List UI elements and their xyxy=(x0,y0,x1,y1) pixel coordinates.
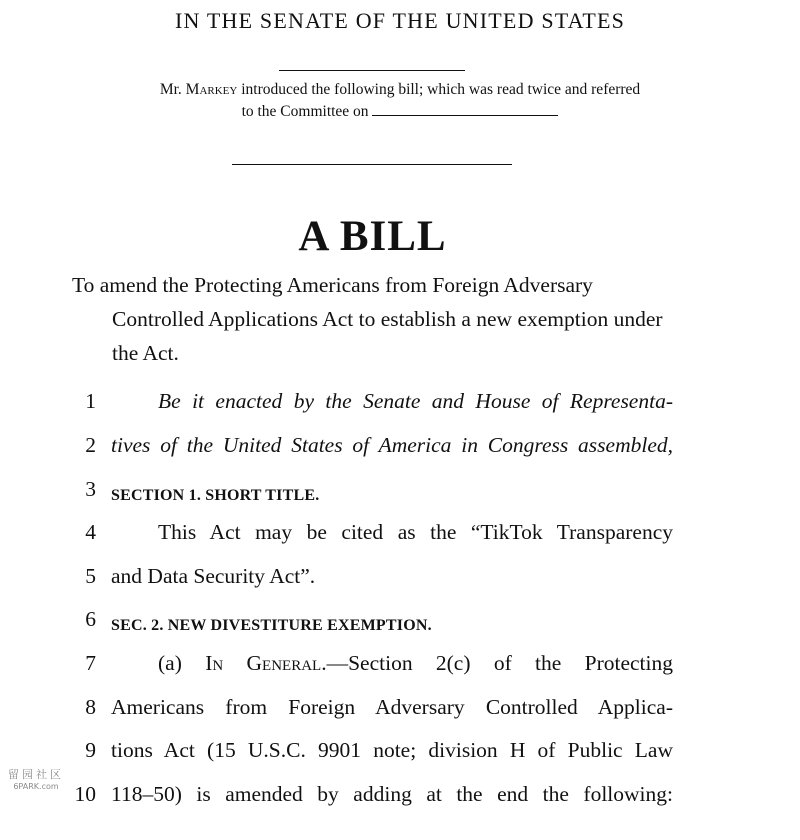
site-watermark xyxy=(2,766,70,791)
line-text: 118–50) is amended by adding at the end the following: xyxy=(111,782,673,806)
committee-blank xyxy=(372,103,558,116)
section-divider xyxy=(232,164,512,165)
line-number: 6 xyxy=(85,607,96,631)
intro-line-1: introduced the following bill; which was read twice and referred xyxy=(241,81,641,98)
subsection-text: —Section 2(c) of the Protecting xyxy=(326,651,673,675)
sponsor-name: Markey xyxy=(185,81,238,98)
bill-line xyxy=(0,389,800,429)
section-heading-text: SEC. 2. NEW DIVESTITURE EXEMPTION. xyxy=(111,617,432,634)
line-number: 7 xyxy=(85,651,96,675)
section-heading-text: SECTION 1. SHORT TITLE. xyxy=(111,487,320,504)
purpose-rest: Controlled Applications Act to establish a new exemption under the Act. xyxy=(112,307,663,365)
line-text: This Act may be cited as the “TikTok Transparency xyxy=(158,520,673,544)
line-number: 4 xyxy=(85,520,96,544)
bill-line xyxy=(0,651,800,691)
line-number: 9 xyxy=(85,738,96,762)
line-text: and Data Security Act”. xyxy=(111,564,316,588)
intro-line-2: to the Committee on xyxy=(241,103,369,120)
watermark-domain: 6PARK.com xyxy=(13,782,59,791)
bill-purpose xyxy=(72,268,672,370)
bill-line xyxy=(0,564,800,604)
line-number: 8 xyxy=(85,695,96,719)
subsection-label: (a) xyxy=(158,651,182,675)
bill-line xyxy=(0,477,800,517)
line-text: tions Act (15 U.S.C. 9901 note; division H of Public Law xyxy=(111,738,673,762)
line-text: tives of the United States of America in Congress assembled, xyxy=(111,433,673,457)
bill-line xyxy=(0,738,800,778)
line-text xyxy=(111,651,673,676)
watermark-chinese: 留园社区 xyxy=(8,768,64,781)
bill-title: A BILL xyxy=(298,213,447,260)
purpose-line-1: To amend the Protecting Americans from Foreign Adversary xyxy=(72,273,593,297)
sponsor-prefix: Mr. xyxy=(159,81,182,98)
bill-line xyxy=(0,782,800,822)
section-heading xyxy=(111,481,673,506)
bill-line xyxy=(0,695,800,735)
header-divider xyxy=(279,70,465,71)
bill-line xyxy=(0,433,800,473)
subsection-caps: In General. xyxy=(205,651,327,675)
bill-line xyxy=(0,607,800,647)
chamber-header: IN THE SENATE OF THE UNITED STATES xyxy=(174,8,626,33)
bill-line xyxy=(0,520,800,560)
line-number: 5 xyxy=(85,564,96,588)
section-heading xyxy=(111,611,673,636)
line-number: 10 xyxy=(74,782,96,806)
line-text: Americans from Foreign Adversary Controlled Applica- xyxy=(111,695,673,719)
line-number: 1 xyxy=(85,389,96,413)
line-text: Be it enacted by the Senate and House of Representa- xyxy=(158,389,673,413)
line-number: 2 xyxy=(85,433,96,457)
line-number: 3 xyxy=(85,477,96,501)
introduction-text xyxy=(70,79,730,123)
